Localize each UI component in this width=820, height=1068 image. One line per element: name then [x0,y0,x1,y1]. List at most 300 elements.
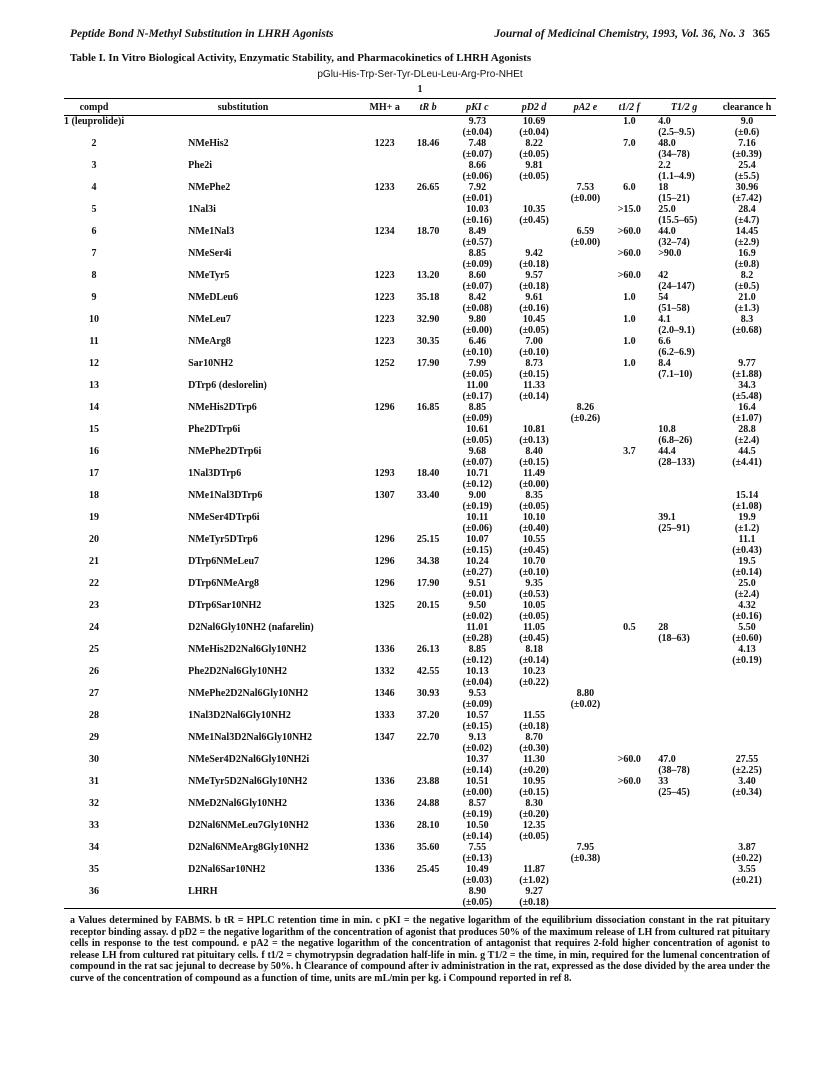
tr-cell: 26.13 [416,644,440,655]
T-half-cell [650,842,718,864]
pki-cell-value: 8.85 [468,248,487,259]
compound-number: 11 [89,336,99,347]
pa2-cell [562,292,608,314]
pa2-cell-value: 7.95 [576,842,595,853]
pki-cell [449,380,506,402]
substitution-cell: Sar10NH2 [188,358,234,369]
pd2-cell [506,556,563,578]
pa2-cell-value: 6.59 [576,226,595,237]
pa2-cell [562,622,608,644]
substitution-cell: DTrp6NMeLeu7 [188,556,260,567]
pd2-cell-value: 10.05 [522,600,546,611]
pd2-cell-value: 10.81 [522,424,546,435]
clearance-cell [718,622,776,644]
clearance-cell-value: 16.4 [738,402,756,413]
table-row [64,776,776,798]
t-half-cell [608,512,650,534]
T-half-cell [650,226,718,248]
mh-cell [362,424,407,446]
table-caption: Table I. In Vitro Biological Activity, Enzymatic Stability, and Pharmacokinetics of LHRH Agonists [70,52,532,64]
t-half-cell: >60.0 [617,226,641,237]
clearance-cell [718,270,776,292]
tr-cell [407,204,449,226]
clearance-cell-value: 4.13 [738,644,756,655]
T-half-cell [650,490,718,512]
substitution-cell: LHRH [124,886,362,909]
compound-number: 3 [91,160,97,171]
clearance-cell [718,138,776,160]
T-half-cell-value: >90.0 [658,248,682,259]
pd2-cell-value: 10.70 [522,556,546,567]
table-row [64,314,776,336]
clearance-cell [718,512,776,534]
tr-cell [407,512,449,534]
pd2-cell [506,666,563,688]
clearance-cell-error: (±0.21) [732,875,762,886]
pki-cell [449,666,506,688]
pki-cell-error: (±0.05) [462,897,493,908]
pd2-cell-error: (±0.45) [519,215,549,226]
t-half-cell [608,556,650,578]
pki-cell-value: 7.99 [468,358,487,369]
table-row [64,644,776,666]
journal-page [64,28,772,984]
pa2-cell [562,512,608,534]
pki-cell-error: (±0.02) [462,743,493,754]
pki-cell-value: 9.13 [468,732,487,743]
table-row [64,666,776,688]
substitution-cell: 1Nal3i [188,204,216,215]
pd2-cell-error: (±0.05) [519,831,549,842]
compound-number: 28 [89,710,100,721]
t-half-cell: 1.0 [623,336,636,347]
tr-cell: 25.45 [416,864,440,875]
t-half-cell [608,424,650,446]
tr-cell: 35.60 [416,842,440,853]
data-table [64,98,776,909]
clearance-cell-value: 11.1 [738,534,756,545]
T-half-cell-value: 10.8 [658,424,676,435]
pki-cell [449,116,506,139]
col-header-pd2: pD2 d [506,99,563,116]
pa2-cell [562,820,608,842]
table-row [64,688,776,710]
pd2-cell [506,314,563,336]
substitution-cell: NMePhe2 [188,182,231,193]
pd2-cell-error: (±0.18) [519,259,549,270]
pa2-cell [562,842,608,864]
table-row [64,226,776,248]
pki-cell [449,600,506,622]
T-half-cell [650,116,718,139]
pa2-cell [562,490,608,512]
mh-cell: 1336 [374,798,395,809]
pd2-cell [506,754,563,776]
compound-number: 36 [64,886,124,909]
pd2-cell-value: 7.00 [525,336,543,347]
substitution-cell: D2Nal6NMeArg8Gly10NH2 [188,842,309,853]
clearance-cell [718,842,776,864]
col-header-pa2: pA2 e [562,99,608,116]
pd2-cell [506,402,563,424]
mh-cell: 1336 [374,776,395,787]
tr-cell [407,424,449,446]
pd2-cell-value: 11.30 [523,754,546,765]
compound-number: 25 [89,644,100,655]
substitution-cell: NMeSer4DTrp6i [188,512,260,523]
table-row [64,248,776,270]
pa2-cell [562,864,608,886]
pki-cell-error: (±0.07) [462,281,493,292]
pd2-cell [506,776,563,798]
clearance-cell-value: 4.32 [738,600,756,611]
clearance-cell [718,710,776,732]
peptide-formula: pGlu-His-Trp-Ser-Tyr-DLeu-Leu-Arg-Pro-NHEt [317,69,523,80]
pd2-cell-error: (±0.30) [519,743,549,754]
pd2-cell-error: (±0.05) [519,171,549,182]
T-half-cell-error: (1.1–4.9) [658,171,695,182]
pd2-cell [506,688,563,710]
mh-cell: 1296 [374,556,395,567]
T-half-cell [650,732,718,754]
pki-cell-error: (±0.19) [462,809,493,820]
T-half-cell [650,886,718,909]
substitution-cell: NMe1Nal3D2Nal6Gly10NH2 [188,732,312,743]
pa2-cell [562,688,608,710]
pki-cell [449,732,506,754]
clearance-cell-error: (±2.9) [734,237,760,248]
col-header-clearance: clearance h [718,99,776,116]
substitution-cell: NMeHis2D2Nal6Gly10NH2 [188,644,307,655]
compound-number: 20 [89,534,100,545]
pd2-cell-error: (±0.05) [519,501,549,512]
substitution-cell: NMeTyr5D2Nal6Gly10NH2 [188,776,308,787]
clearance-cell-error: (±0.39) [732,149,762,160]
running-header [70,28,770,40]
pki-cell-value: 8.90 [468,886,487,897]
T-half-cell-error: (32–74) [658,237,690,248]
substitution-cell: NMePhe2D2Nal6Gly10NH2 [188,688,309,699]
pd2-cell [506,160,563,182]
pd2-cell-value: 10.23 [522,666,546,677]
pd2-cell-value: 11.49 [523,468,546,479]
pd2-cell [506,842,563,864]
clearance-cell [718,820,776,842]
substitution-cell: Phe2i [188,160,212,171]
pki-cell-value: 10.51 [466,776,489,787]
clearance-cell [718,754,776,776]
T-half-cell [650,710,718,732]
clearance-cell [718,446,776,468]
tr-cell [407,446,449,468]
pki-cell [449,556,506,578]
t-half-cell: >60.0 [617,754,641,765]
pd2-cell [506,248,563,270]
clearance-cell [718,644,776,666]
pa2-cell [562,468,608,490]
T-half-cell-error: (25–45) [658,787,690,798]
compound-number: 17 [89,468,100,479]
pd2-cell [506,534,563,556]
pki-cell-value: 7.55 [468,842,487,853]
pd2-cell-value: 10.35 [522,204,546,215]
col-header-pki: pKI c [449,99,506,116]
T-half-cell [650,534,718,556]
t-half-cell [608,842,650,864]
pd2-cell-value: 9.81 [525,160,543,171]
pki-cell-error: (±0.01) [462,589,493,600]
pd2-cell-error: (±0.04) [519,127,549,138]
pki-cell-error: (±0.28) [462,633,493,644]
pd2-cell-error: (±0.45) [519,633,549,644]
mh-cell [362,512,407,534]
pki-cell-error: (±0.12) [462,655,493,666]
pki-cell-error: (±0.04) [462,127,493,138]
running-title: Peptide Bond N-Methyl Substitution in LHRH Agonists [70,28,334,40]
T-half-cell-value: 47.0 [658,754,676,765]
pki-cell-value: 9.53 [468,688,487,699]
mh-cell: 1296 [374,402,395,413]
tr-cell [407,886,449,909]
compound-number: 30 [89,754,100,765]
clearance-cell-error: (±0.6) [734,127,760,138]
pki-cell-error: (±0.15) [462,545,493,556]
table-row [64,622,776,644]
substitution-cell: NMeSer4D2Nal6Gly10NH2i [188,754,310,765]
pki-cell-value: 10.61 [466,424,489,435]
pa2-cell [562,204,608,226]
clearance-cell-error: (±4.7) [734,215,760,226]
T-half-cell-error: (15–21) [658,193,690,204]
mh-cell: 1296 [374,578,395,589]
table-row [64,732,776,754]
tr-cell: 20.15 [416,600,440,611]
clearance-cell [718,380,776,402]
mh-cell: 1336 [374,864,395,875]
pa2-cell [562,314,608,336]
compound-number: 23 [89,600,100,611]
pki-cell-value: 11.00 [466,380,489,391]
table-row [64,270,776,292]
pa2-cell [562,710,608,732]
pa2-cell [562,402,608,424]
clearance-cell-value: 21.0 [738,292,756,303]
pki-cell [449,424,506,446]
pki-cell-value: 9.50 [468,600,487,611]
mh-cell [362,754,407,776]
pa2-cell [562,754,608,776]
pki-cell-error: (±0.02) [462,611,493,622]
pki-cell-value: 9.68 [468,446,487,457]
t-half-cell [608,402,650,424]
clearance-cell-value: 28.8 [738,424,756,435]
compound-number: 7 [91,248,97,259]
pa2-cell [562,358,608,380]
clearance-cell [718,776,776,798]
pd2-cell-error: (±0.14) [519,391,549,402]
pa2-cell-error: (±0.02) [570,699,601,710]
pd2-cell-value: 11.05 [523,622,546,633]
pki-cell [449,534,506,556]
mh-cell: 1252 [374,358,395,369]
compound-number: 8 [91,270,97,281]
T-half-cell [650,468,718,490]
T-half-cell [650,512,718,534]
compound-number: 13 [89,380,100,391]
T-half-cell-value: 48.0 [658,138,676,149]
clearance-cell-error: (±1.07) [732,413,762,424]
clearance-cell-error: (±0.5) [734,281,760,292]
pa2-cell [562,380,608,402]
clearance-cell [718,182,776,204]
pd2-cell [506,468,563,490]
pki-cell [449,864,506,886]
T-half-cell [650,424,718,446]
clearance-cell [718,556,776,578]
compound-number: 21 [89,556,100,567]
pd2-cell-value: 11.87 [523,864,546,875]
pd2-cell-value: 10.45 [522,314,546,325]
T-half-cell-value: 44.0 [658,226,676,237]
clearance-cell [718,336,776,358]
pki-cell-value: 8.85 [468,644,487,655]
pd2-cell-error: (±0.15) [519,787,549,798]
pki-cell-value: 9.80 [468,314,487,325]
pki-cell [449,160,506,182]
compound-number: 24 [89,622,100,633]
clearance-cell-error: (±5.5) [734,171,760,182]
mh-cell: 1293 [374,468,395,479]
T-half-cell-error: (6.2–6.9) [658,347,695,358]
table-row [64,534,776,556]
compound-number: 16 [89,446,100,457]
pd2-cell-error: (±0.18) [519,897,549,908]
t-half-cell: 1.0 [623,314,636,325]
clearance-cell [718,688,776,710]
pd2-cell-value: 8.70 [525,732,543,743]
T-half-cell [650,776,718,798]
pd2-cell-error: (±0.20) [519,809,549,820]
clearance-cell-value: 25.4 [738,160,756,171]
T-half-cell-value: 39.1 [658,512,676,523]
T-half-cell [650,864,718,886]
pki-cell [449,402,506,424]
tr-cell: 26.65 [416,182,440,193]
pki-cell [449,204,506,226]
t-half-cell: 0.5 [623,622,636,633]
pd2-cell-value: 10.95 [522,776,546,787]
clearance-cell [718,424,776,446]
table-row [64,446,776,468]
pki-cell-value: 7.48 [468,138,487,149]
mh-cell: 1336 [374,644,395,655]
pki-cell-error: (±0.19) [462,501,493,512]
clearance-cell-error: (±0.60) [732,633,762,644]
T-half-cell [650,248,718,270]
pd2-cell [506,424,563,446]
pd2-cell-value: 8.35 [525,490,543,501]
clearance-cell [718,358,776,380]
substitution-cell: D2Nal6Gly10NH2 (nafarelin) [188,622,314,633]
T-half-cell [650,270,718,292]
t-half-cell [608,160,650,182]
T-half-cell-error: (2.5–9.5) [658,127,695,138]
t-half-cell: 3.7 [623,446,636,457]
pki-cell [449,842,506,864]
T-half-cell-value: 33 [658,776,669,787]
t-half-cell: 1.0 [623,292,636,303]
substitution-cell: NMe1Nal3 [188,226,235,237]
journal-citation: Journal of Medicinal Chemistry, 1993, Vol. 36, No. 3 365 [494,28,770,40]
pki-cell-value: 8.66 [468,160,487,171]
pd2-cell [506,358,563,380]
clearance-cell [718,666,776,688]
mh-cell: 1223 [374,292,395,303]
clearance-cell-value: 27.55 [735,754,759,765]
T-half-cell [650,160,718,182]
compound-number: 33 [89,820,100,831]
compound-number: 35 [89,864,100,875]
mh-cell [362,886,407,909]
T-half-cell-value: 4.0 [658,116,671,127]
pd2-cell-error: (±0.18) [519,281,549,292]
mh-cell: 1332 [374,666,395,677]
table-row [64,182,776,204]
pki-cell-value: 8.49 [468,226,487,237]
t-half-cell [608,886,650,909]
T-half-cell [650,292,718,314]
clearance-cell-value: 9.77 [738,358,756,369]
t-half-cell [608,710,650,732]
t-half-cell [608,732,650,754]
pa2-cell [562,776,608,798]
pa2-cell [562,116,608,139]
pki-cell-error: (±0.07) [462,457,493,468]
pa2-cell [562,424,608,446]
compound-number: 12 [89,358,100,369]
tr-cell: 16.85 [416,402,440,413]
mh-cell: 1346 [374,688,395,699]
pa2-cell [562,182,608,204]
pki-cell-error: (±0.09) [462,413,493,424]
tr-cell: 28.10 [416,820,440,831]
table-row [64,842,776,864]
pki-cell-value: 8.57 [468,798,487,809]
pki-cell [449,446,506,468]
pd2-cell [506,116,563,139]
pa2-cell-error: (±0.26) [570,413,601,424]
t-half-cell [608,578,650,600]
table-body [64,116,776,909]
pd2-cell-value: 9.61 [525,292,543,303]
t-half-cell: 6.0 [623,182,636,193]
clearance-cell-error: (±2.25) [732,765,762,776]
pki-cell [449,754,506,776]
mh-cell [362,446,407,468]
tr-cell: 17.90 [416,578,440,589]
T-half-cell-error: (34–78) [658,149,690,160]
t-half-cell [608,600,650,622]
compound-number: 34 [89,842,100,853]
T-half-cell-error: (51–58) [658,303,690,314]
clearance-cell [718,490,776,512]
mh-cell [362,380,407,402]
table-row [64,468,776,490]
clearance-cell-value: 19.9 [738,512,756,523]
t-half-cell: >15.0 [617,204,641,215]
pki-cell-error: (±0.00) [462,325,493,336]
clearance-cell-error: (±5.48) [732,391,762,402]
